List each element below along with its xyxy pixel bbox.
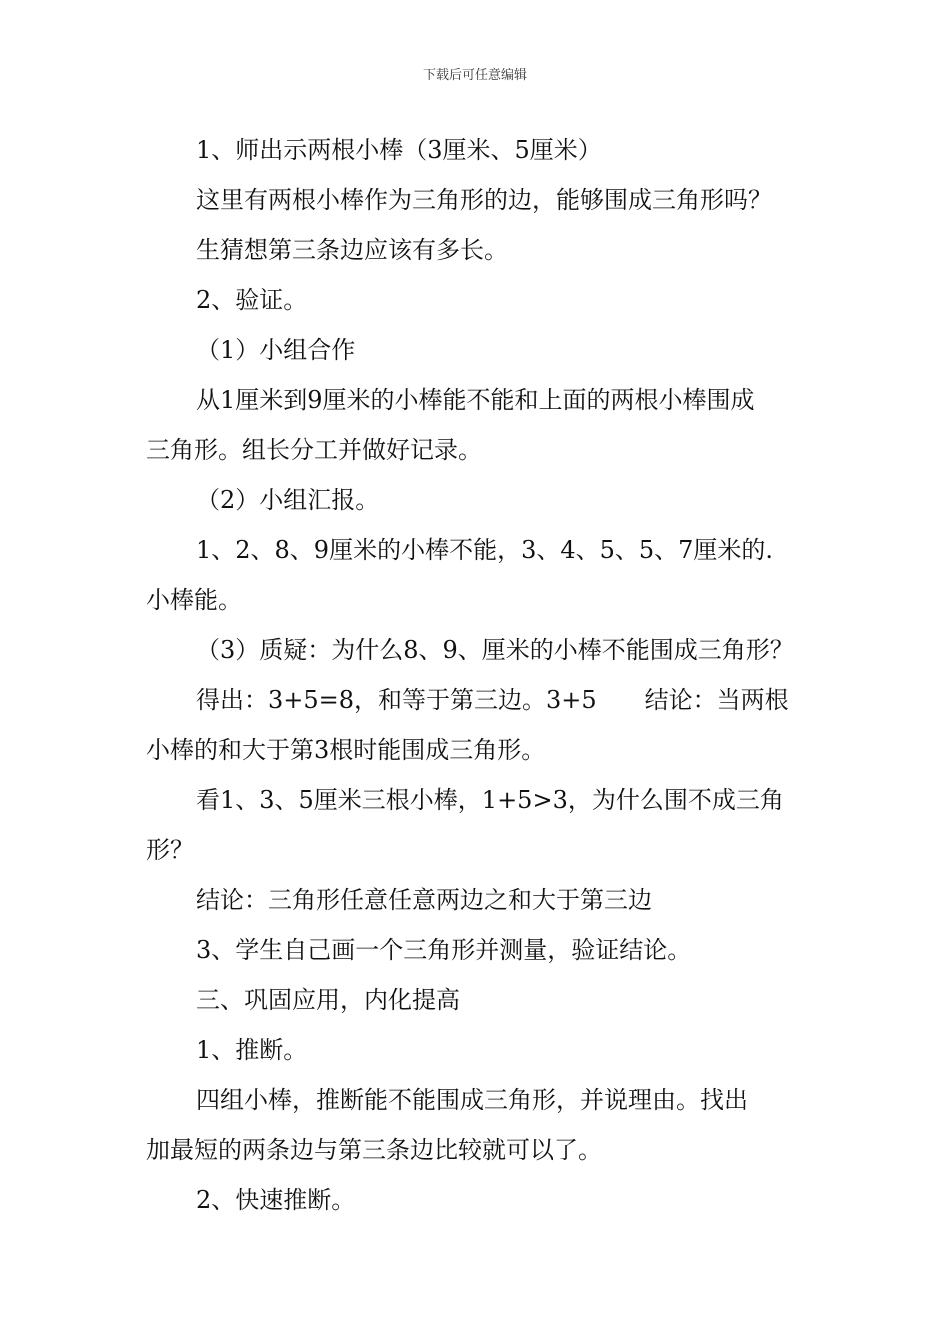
text-line: （3）质疑：为什么8、9、厘米的小棒不能围成三角形？ <box>196 636 794 664</box>
text-line: 1、2、8、9厘米的小棒不能，3、4、5、5、7厘米的. <box>196 536 774 564</box>
text-line: 加最短的两条边与第三条边比较就可以了。 <box>146 1136 602 1164</box>
text-line: （1）小组合作 <box>196 336 356 364</box>
text-line: 看1、3、5厘米三根小棒，1+5>3，为什么围不成三角 <box>196 786 784 814</box>
text-line: 结论：三角形任意任意两边之和大于第三边 <box>196 886 652 914</box>
text-line: 3、学生自己画一个三角形并测量，验证结论。 <box>196 936 692 964</box>
text-line: 2、快速推断。 <box>196 1186 356 1214</box>
text-line: 三角形。组长分工并做好记录。 <box>146 436 482 464</box>
text-line: （2）小组汇报。 <box>196 486 380 514</box>
text-line: 小棒的和大于第3根时能围成三角形。 <box>146 736 546 764</box>
text-line: 1、推断。 <box>196 1036 308 1064</box>
text-line: 生猜想第三条边应该有多长。 <box>196 236 508 264</box>
text-line: 小棒能。 <box>146 586 242 614</box>
text-line: 得出：3+5=8，和等于第三边。3+5 结论：当两根 <box>196 686 789 714</box>
text-line: 这里有两根小棒作为三角形的边，能够围成三角形吗？ <box>196 186 772 214</box>
text-line: 三、巩固应用，内化提高 <box>196 986 460 1014</box>
text-line: 从1厘米到9厘米的小棒能不能和上面的两根小棒围成 <box>196 386 755 414</box>
text-line: 四组小棒，推断能不能围成三角形，并说理由。找出 <box>196 1086 748 1114</box>
text-line: 2、验证。 <box>196 286 308 314</box>
text-line: 形？ <box>146 836 194 864</box>
text-line: 1、师出示两根小棒（3厘米、5厘米） <box>196 136 602 164</box>
page-header: 下载后可任意编辑 <box>422 68 527 83</box>
